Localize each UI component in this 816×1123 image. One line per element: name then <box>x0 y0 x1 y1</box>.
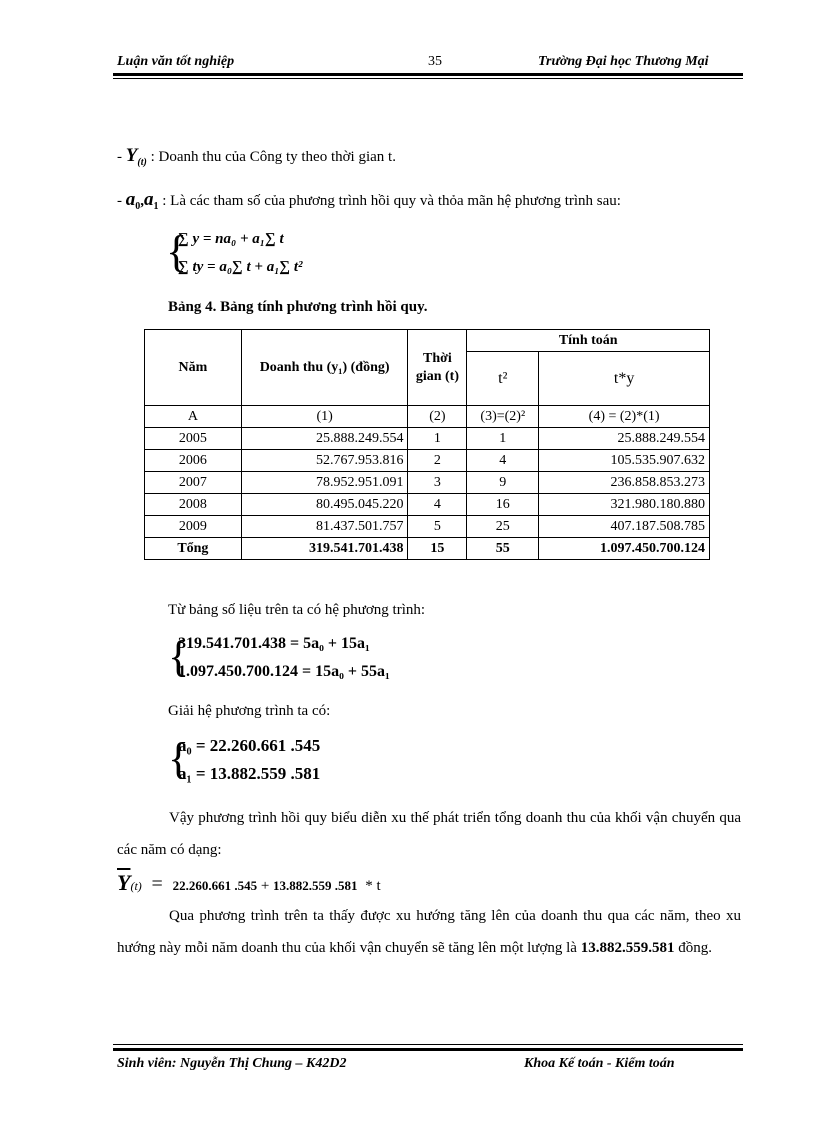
text-solve: Giải hệ phương trình ta có: <box>168 703 331 719</box>
header-rule-thick <box>113 73 743 76</box>
header-rule-thin <box>113 78 743 79</box>
table-header-row <box>145 330 710 352</box>
increase-amount: 13.882.559.581 <box>580 940 675 956</box>
text-system: Từ bảng số liệu trên ta có hệ phương trình: <box>168 602 426 618</box>
system-3-line-1: a₀ = 22.260.661 .545 <box>178 736 321 755</box>
regression-equation: $\overline{Y}(t) = 22.260.661$ .545 + 13.882.559 .581 * t <box>117 870 381 895</box>
symbol-y: Y <box>125 145 138 166</box>
header-left: Luận văn tốt nghiệp <box>117 54 235 69</box>
definition-y: - $Y_{(t)}$ : Doanh thu của Công ty theo thời gian t. <box>117 145 396 168</box>
header-right: Trường Đại học Thương Mại <box>538 54 709 69</box>
page-number: 35 <box>428 54 442 69</box>
table-caption: Bảng 4. Bảng tính phương trình hồi quy. <box>168 299 428 315</box>
table-row: 2008 80.495.045.220 4 16 321.980.180.880 <box>145 494 710 516</box>
paragraph-2: Qua phương trình trên ta thấy được xu hướng tăng lên của doanh thu qua các năm, theo xu hướng này mỗi năm doanh thu của khối vận chuyển sẽ tăng lên một lượng là 13.882.559.581 đồng. <box>117 908 741 956</box>
header-t2: t² <box>467 352 539 406</box>
system-2-line-2: 1.097.450.700.124 = 15a₀ + 55a₁ <box>178 663 390 680</box>
footer-left: Sinh viên: Nguyễn Thị Chung – K42D2 <box>117 1056 347 1071</box>
header-ty: t*y <box>539 352 710 406</box>
definition-a-text: : Là các tham số của phương trình hồi quy và thỏa mãn hệ phương trình sau: <box>162 193 621 209</box>
brace-2: { <box>168 632 190 681</box>
regression-lhs: $\overline{Y}$ <box>117 870 131 895</box>
footer-right: Khoa Kế toán - Kiểm toán <box>524 1056 675 1071</box>
brace-1: { <box>166 227 188 276</box>
header-revenue: Doanh thu (y₁) (đồng) <box>241 330 408 406</box>
header-year: Năm <box>145 330 242 406</box>
footer-rule-thin <box>113 1044 743 1045</box>
footer-rule-thick <box>113 1048 743 1051</box>
table-row: 2007 78.952.951.091 3 9 236.858.853.273 <box>145 472 710 494</box>
table-index-row: A (1) (2) (3)=(2)² (4) = (2)*(1) <box>145 406 710 428</box>
system-3-line-2: a₁ = 13.882.559 .581 <box>178 764 321 783</box>
system-2-line-1: 319.541.701.438 = 5a₀ + 15a₁ <box>178 635 370 652</box>
table-row: 2006 52.767.953.816 2 4 105.535.907.632 <box>145 450 710 472</box>
header-calc: Tính toán <box>467 330 710 352</box>
table-row: 2005 25.888.249.554 1 1 25.888.249.554 <box>145 428 710 450</box>
paragraph-1: Vậy phương trình hồi quy biểu diễn xu thế phát triển tổng doanh thu của khối vận chuyển qua các năm có dạng: <box>117 810 741 858</box>
definition-y-text: : Doanh thu của Công ty theo thời gian t. <box>150 149 396 165</box>
table-total-row: Tổng 319.541.701.438 15 55 1.097.450.700.124 <box>145 538 710 560</box>
symbol-y-sub: (t) <box>137 157 147 168</box>
system-1-line-2: ∑ ty = a₀∑ t + a₁∑ t² <box>178 259 303 275</box>
system-1-line-1: ∑ y = na₀ + a₁∑ t <box>178 231 284 247</box>
table-row: 2009 81.437.501.757 5 25 407.187.508.785 <box>145 516 710 538</box>
definition-a: - $a_0,a_1$ : Là các tham số của phương trình hồi quy và thỏa mãn hệ phương trình sau: <box>117 189 621 212</box>
regression-table <box>144 329 710 560</box>
header-time: Thời gian (t) <box>408 330 467 406</box>
brace-3: { <box>168 734 190 783</box>
